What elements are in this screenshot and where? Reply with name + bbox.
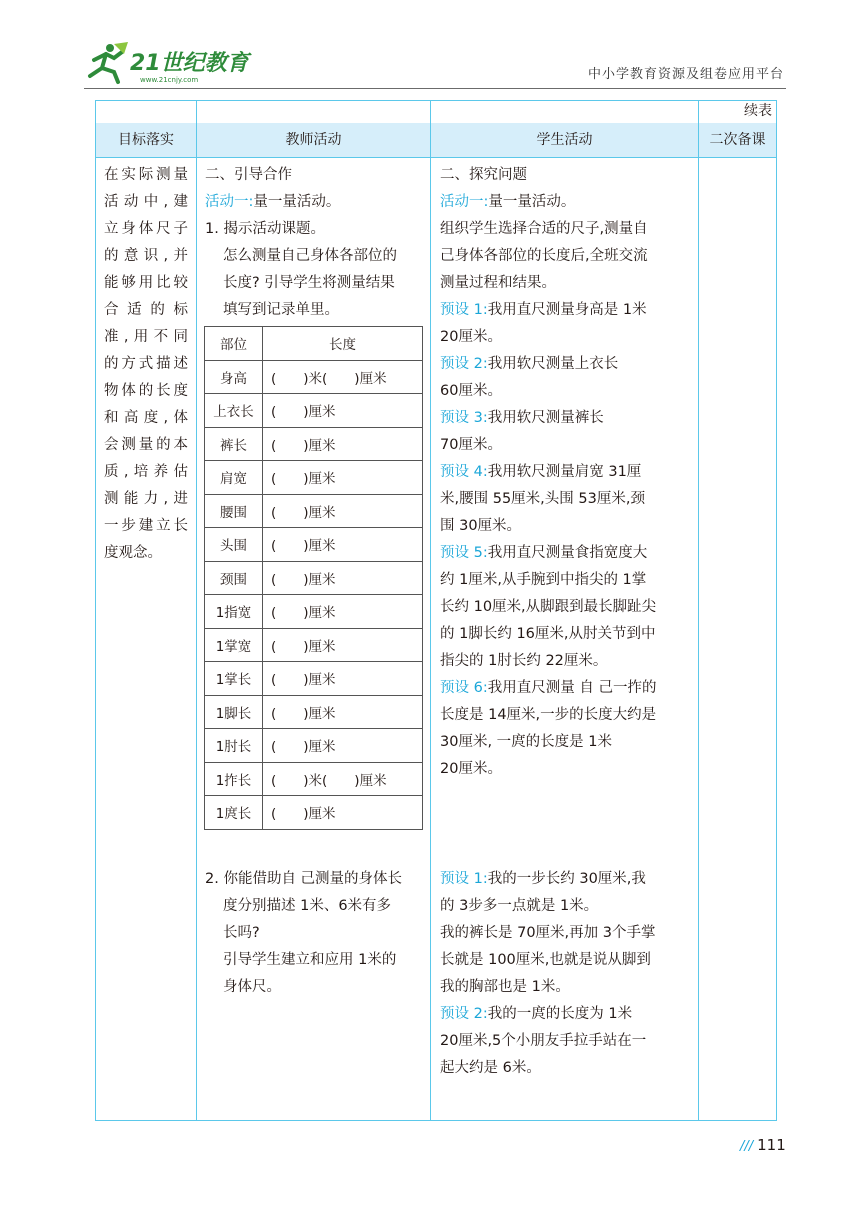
preset-text: 60厘米。 xyxy=(440,383,502,399)
preset-line xyxy=(440,567,691,594)
record-length: ( )米( )厘米 xyxy=(263,360,423,394)
record-length: ( )厘米 xyxy=(263,561,423,595)
preset-text: 我用软尺测量肩宽 31厘 xyxy=(487,464,642,480)
continued-label: 续表 xyxy=(744,103,772,119)
step1-line: 长度? 引导学生将测量结果 xyxy=(223,275,395,291)
record-length: ( )厘米 xyxy=(263,528,423,562)
goal-line: 和高度,体 xyxy=(104,410,188,426)
header-student: 学生活动 xyxy=(536,132,593,148)
preset-label: 预设 6: xyxy=(440,680,488,696)
student-activity xyxy=(440,162,691,783)
step1-line: 填写到记录单里。 xyxy=(223,302,339,318)
goal-line: 度观念。 xyxy=(104,545,162,561)
record-length: ( )厘米 xyxy=(263,427,423,461)
record-length: ( )厘米 xyxy=(263,729,423,763)
record-row xyxy=(205,427,423,461)
preset-label: 预设 1: xyxy=(440,302,488,318)
preset-line xyxy=(440,324,691,351)
goal-line: 测能力,进 xyxy=(104,491,188,507)
page-number-value: 111 xyxy=(757,1136,786,1154)
preset-label: 预设 5: xyxy=(440,545,488,561)
preset-text: 指尖的 1肘长约 22厘米。 xyxy=(440,653,608,669)
step1-title: 1. 揭示活动课题。 xyxy=(205,221,325,237)
record-length: ( )厘米 xyxy=(263,796,423,830)
record-row xyxy=(205,394,423,428)
preset-label: 预设 4: xyxy=(440,464,488,480)
preset-line xyxy=(440,920,691,947)
preset-text: 的 3步多一点就是 1米。 xyxy=(440,898,599,914)
record-part: 裤长 xyxy=(205,427,263,461)
preset-label: 预设 1: xyxy=(440,871,488,887)
column-divider xyxy=(430,100,431,1121)
teacher-section-title: 二、引导合作 xyxy=(205,167,292,183)
record-part: 1庹长 xyxy=(205,796,263,830)
page-number xyxy=(740,1136,786,1154)
record-part: 颈围 xyxy=(205,561,263,595)
preset-line xyxy=(440,1028,691,1055)
preset-line xyxy=(440,513,691,540)
header-goal: 目标落实 xyxy=(118,132,174,148)
record-length: ( )米( )厘米 xyxy=(263,762,423,796)
preset-text: 起大约是 6米。 xyxy=(440,1060,541,1076)
record-length: ( )厘米 xyxy=(263,394,423,428)
activity-label: 活动一: xyxy=(205,194,254,210)
record-row xyxy=(205,662,423,696)
svg-text:www.21cnjy.com: www.21cnjy.com xyxy=(140,76,199,84)
record-part: 腰围 xyxy=(205,494,263,528)
goal-line: 会测量的本 xyxy=(104,437,188,453)
preset-line xyxy=(440,540,691,567)
step1-line: 怎么测量自己身体各部位的 xyxy=(223,248,397,264)
record-part: 1指宽 xyxy=(205,595,263,629)
teacher-activity xyxy=(205,162,423,324)
record-row xyxy=(205,796,423,830)
record-row xyxy=(205,528,423,562)
preset-line xyxy=(440,947,691,974)
activity-text: 量一量活动。 xyxy=(253,194,341,210)
record-part: 1掌长 xyxy=(205,662,263,696)
preset-text: 我的胸部也是 1米。 xyxy=(440,979,570,995)
step2-guide-line: 引导学生建立和应用 1米的 xyxy=(223,952,397,968)
goal-line: 准,用不同 xyxy=(104,329,188,345)
record-part: 头围 xyxy=(205,528,263,562)
preset-line xyxy=(440,866,691,893)
record-part: 肩宽 xyxy=(205,461,263,495)
step2-line: 度分别描述 1米、6米有多 xyxy=(223,898,392,914)
header-divider xyxy=(84,88,786,89)
preset-text: 长度是 14厘米,一步的长度大约是 xyxy=(440,707,657,723)
student-intro-line: 己身体各部位的长度后,全班交流 xyxy=(440,248,648,264)
record-row xyxy=(205,729,423,763)
preset-line xyxy=(440,621,691,648)
record-header-row xyxy=(205,327,423,361)
preset-text: 70厘米。 xyxy=(440,437,502,453)
preset-line xyxy=(440,1001,691,1028)
goal-line: 合适的标 xyxy=(104,302,188,318)
column-divider xyxy=(196,100,197,1121)
goal-line: 活动中,建 xyxy=(104,194,188,210)
goal-line: 在实际测量 xyxy=(104,167,188,183)
record-row xyxy=(205,628,423,662)
teacher-step2 xyxy=(205,866,423,1001)
preset-text: 米,腰围 55厘米,头围 53厘米,颈 xyxy=(440,491,645,507)
svg-text:21世纪教育: 21世纪教育 xyxy=(130,51,249,76)
record-part: 1掌宽 xyxy=(205,628,263,662)
record-length: ( )厘米 xyxy=(263,595,423,629)
goal-line: 质,培养估 xyxy=(104,464,188,480)
preset-line xyxy=(440,974,691,1001)
preset-text: 20厘米。 xyxy=(440,329,502,345)
preset-text: 我的裤长是 70厘米,再加 3个手掌 xyxy=(440,925,656,941)
record-row xyxy=(205,695,423,729)
goal-line: 的意识,并 xyxy=(104,248,188,264)
preset-line xyxy=(440,378,691,405)
preset-line xyxy=(440,459,691,486)
record-part: 上衣长 xyxy=(205,394,263,428)
runner-logo-icon xyxy=(84,40,254,86)
student-intro-line: 组织学生选择合适的尺子,测量自 xyxy=(440,221,648,237)
header-notes: 二次备课 xyxy=(709,132,766,148)
record-length: ( )厘米 xyxy=(263,695,423,729)
step2-line: 长吗? xyxy=(223,925,260,941)
preset-text: 约 1厘米,从手腕到中指尖的 1掌 xyxy=(440,572,647,588)
preset-text: 围 30厘米。 xyxy=(440,518,522,534)
preset-line xyxy=(440,486,691,513)
record-part: 身高 xyxy=(205,360,263,394)
preset-label: 预设 3: xyxy=(440,410,488,426)
preset-line xyxy=(440,351,691,378)
preset-text: 我用直尺测量身高是 1米 xyxy=(487,302,647,318)
preset-line xyxy=(440,756,691,783)
page-slash-icon: /// xyxy=(740,1139,754,1154)
record-row xyxy=(205,561,423,595)
preset-text: 长约 10厘米,从脚跟到最长脚趾尖 xyxy=(440,599,657,615)
teacher-activity-line xyxy=(205,189,423,216)
record-sheet xyxy=(204,326,423,830)
preset-text: 我用软尺测量上衣长 xyxy=(487,356,619,372)
preset-text: 我的一庹的长度为 1米 xyxy=(487,1006,633,1022)
student-intro-line: 测量过程和结果。 xyxy=(440,275,556,291)
preset-text: 我用软尺测量裤长 xyxy=(487,410,604,426)
preset-label: 预设 2: xyxy=(440,1006,488,1022)
goal-line: 物体的长度 xyxy=(104,383,188,399)
activity-label: 活动一: xyxy=(440,194,489,210)
record-header-length: 长度 xyxy=(263,327,423,361)
record-part: 1肘长 xyxy=(205,729,263,763)
preset-text: 30厘米, 一庹的长度是 1米 xyxy=(440,734,613,750)
preset-line xyxy=(440,648,691,675)
preset-label: 预设 2: xyxy=(440,356,488,372)
goal-line: 一步建立长 xyxy=(104,518,188,534)
record-row xyxy=(205,360,423,394)
preset-text: 的 1脚长约 16厘米,从肘关节到中 xyxy=(440,626,656,642)
record-length: ( )厘米 xyxy=(263,461,423,495)
preset-line xyxy=(440,594,691,621)
record-length: ( )厘米 xyxy=(263,662,423,696)
preset-text: 我的一步长约 30厘米,我 xyxy=(487,871,646,887)
preset-text: 长就是 100厘米,也就是说从脚到 xyxy=(440,952,651,968)
presets-group-a xyxy=(440,297,691,783)
student-step2 xyxy=(440,866,691,1082)
preset-text: 我用直尺测量食指宽度大 xyxy=(487,545,648,561)
record-part: 1拃长 xyxy=(205,762,263,796)
preset-line xyxy=(440,1055,691,1082)
presets-group-b xyxy=(440,866,691,1082)
column-divider xyxy=(698,100,699,1121)
preset-text: 我用直尺测量 自 己一拃的 xyxy=(487,680,657,696)
goal-text xyxy=(104,162,188,567)
preset-line xyxy=(440,893,691,920)
step2-line: 2. 你能借助自 己测量的身体长 xyxy=(205,871,403,887)
student-activity-line xyxy=(440,189,691,216)
record-header-part: 部位 xyxy=(205,327,263,361)
step2-guide-line: 身体尺。 xyxy=(223,979,281,995)
preset-line xyxy=(440,405,691,432)
record-row xyxy=(205,762,423,796)
preset-text: 20厘米。 xyxy=(440,761,502,777)
student-section-title: 二、探究问题 xyxy=(440,167,527,183)
preset-line xyxy=(440,675,691,702)
goal-line: 立身体尺子 xyxy=(104,221,188,237)
record-length: ( )厘米 xyxy=(263,628,423,662)
goal-line: 能够用比较 xyxy=(104,275,188,291)
header-teacher: 教师活动 xyxy=(285,132,342,148)
preset-line xyxy=(440,729,691,756)
goal-line: 的方式描述 xyxy=(104,356,188,372)
preset-line xyxy=(440,432,691,459)
record-row xyxy=(205,595,423,629)
record-length: ( )厘米 xyxy=(263,494,423,528)
logo xyxy=(84,40,254,86)
preset-line xyxy=(440,702,691,729)
record-row xyxy=(205,494,423,528)
record-part: 1脚长 xyxy=(205,695,263,729)
record-row xyxy=(205,461,423,495)
preset-line xyxy=(440,297,691,324)
preset-text: 20厘米,5个小朋友手拉手站在一 xyxy=(440,1033,647,1049)
activity-text: 量一量活动。 xyxy=(488,194,576,210)
platform-name: 中小学教育资源及组卷应用平台 xyxy=(587,67,784,82)
